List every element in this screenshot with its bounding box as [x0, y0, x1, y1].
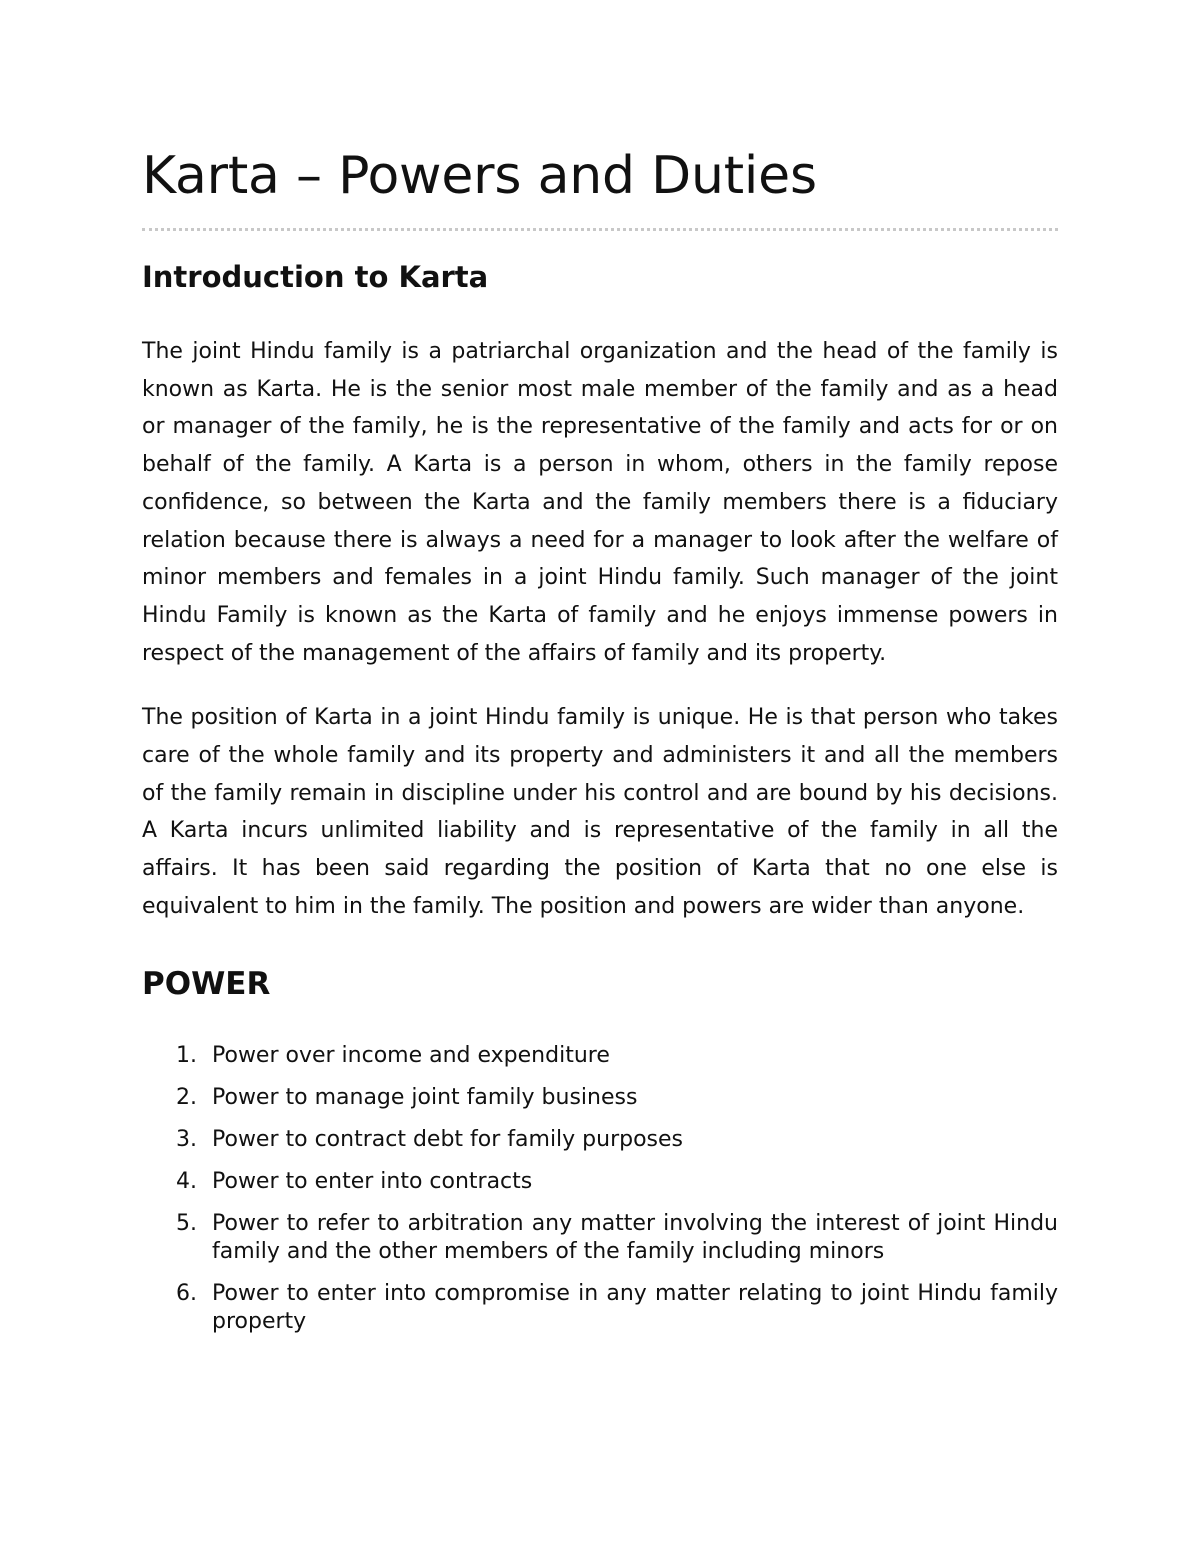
list-item-text: Power to enter into contracts	[212, 1168, 533, 1194]
document-title: Karta – Powers and Duties	[142, 146, 817, 206]
list-item-text: Power to refer to arbitration any matter involving the interest of joint Hindu family and the other members of the family including minors	[212, 1210, 1058, 1264]
power-list-item	[142, 1084, 1058, 1112]
power-list-item	[142, 1042, 1058, 1070]
list-item-text: Power to contract debt for family purposes	[212, 1126, 684, 1152]
document-page	[142, 140, 1058, 1350]
list-item-number: 5.	[176, 1210, 197, 1236]
power-list	[142, 1042, 1058, 1336]
intro-paragraph-1: The joint Hindu family is a patriarchal organization and the head of the family is known as Karta. He is the senior most male member of the family and as a head or manager of the family, he is the representative of the family and acts for or on behalf of the family. A Karta is a person in whom, others in the family repose confidence, so between the Karta and the family members there is a fiduciary relation because there is always a need for a manager to look after the welfare of minor members and females in a joint Hindu family. Such manager of the joint Hindu Family is known as the Karta of family and he enjoys immense powers in respect of the management of the affairs of family and its property.	[142, 339, 1058, 666]
intro-paragraph-2: The position of Karta in a joint Hindu family is unique. He is that person who takes care of the whole family and its property and administers it and all the members of the family remain in discipline under his control and are bound by his decisions. A Karta incurs unlimited liability and is representative of the family in all the affairs. It has been said regarding the position of Karta that no one else is equivalent to him in the family. The position and powers are wider than anyone.	[142, 705, 1058, 919]
list-item-text: Power to enter into compromise in any matter relating to joint Hindu family property	[212, 1280, 1058, 1334]
list-item-number: 4.	[176, 1168, 197, 1194]
list-item-text: Power over income and expenditure	[212, 1042, 610, 1068]
list-item-number: 1.	[176, 1042, 197, 1068]
title-divider	[142, 228, 1058, 231]
list-item-number: 2.	[176, 1084, 197, 1110]
power-list-item	[142, 1126, 1058, 1154]
list-item-number: 6.	[176, 1280, 197, 1306]
power-heading: POWER	[142, 965, 271, 1002]
power-list-item	[142, 1168, 1058, 1196]
power-list-item	[142, 1280, 1058, 1336]
power-list-item	[142, 1210, 1058, 1266]
intro-heading: Introduction to Karta	[142, 260, 489, 294]
list-item-text: Power to manage joint family business	[212, 1084, 638, 1110]
list-item-number: 3.	[176, 1126, 197, 1152]
